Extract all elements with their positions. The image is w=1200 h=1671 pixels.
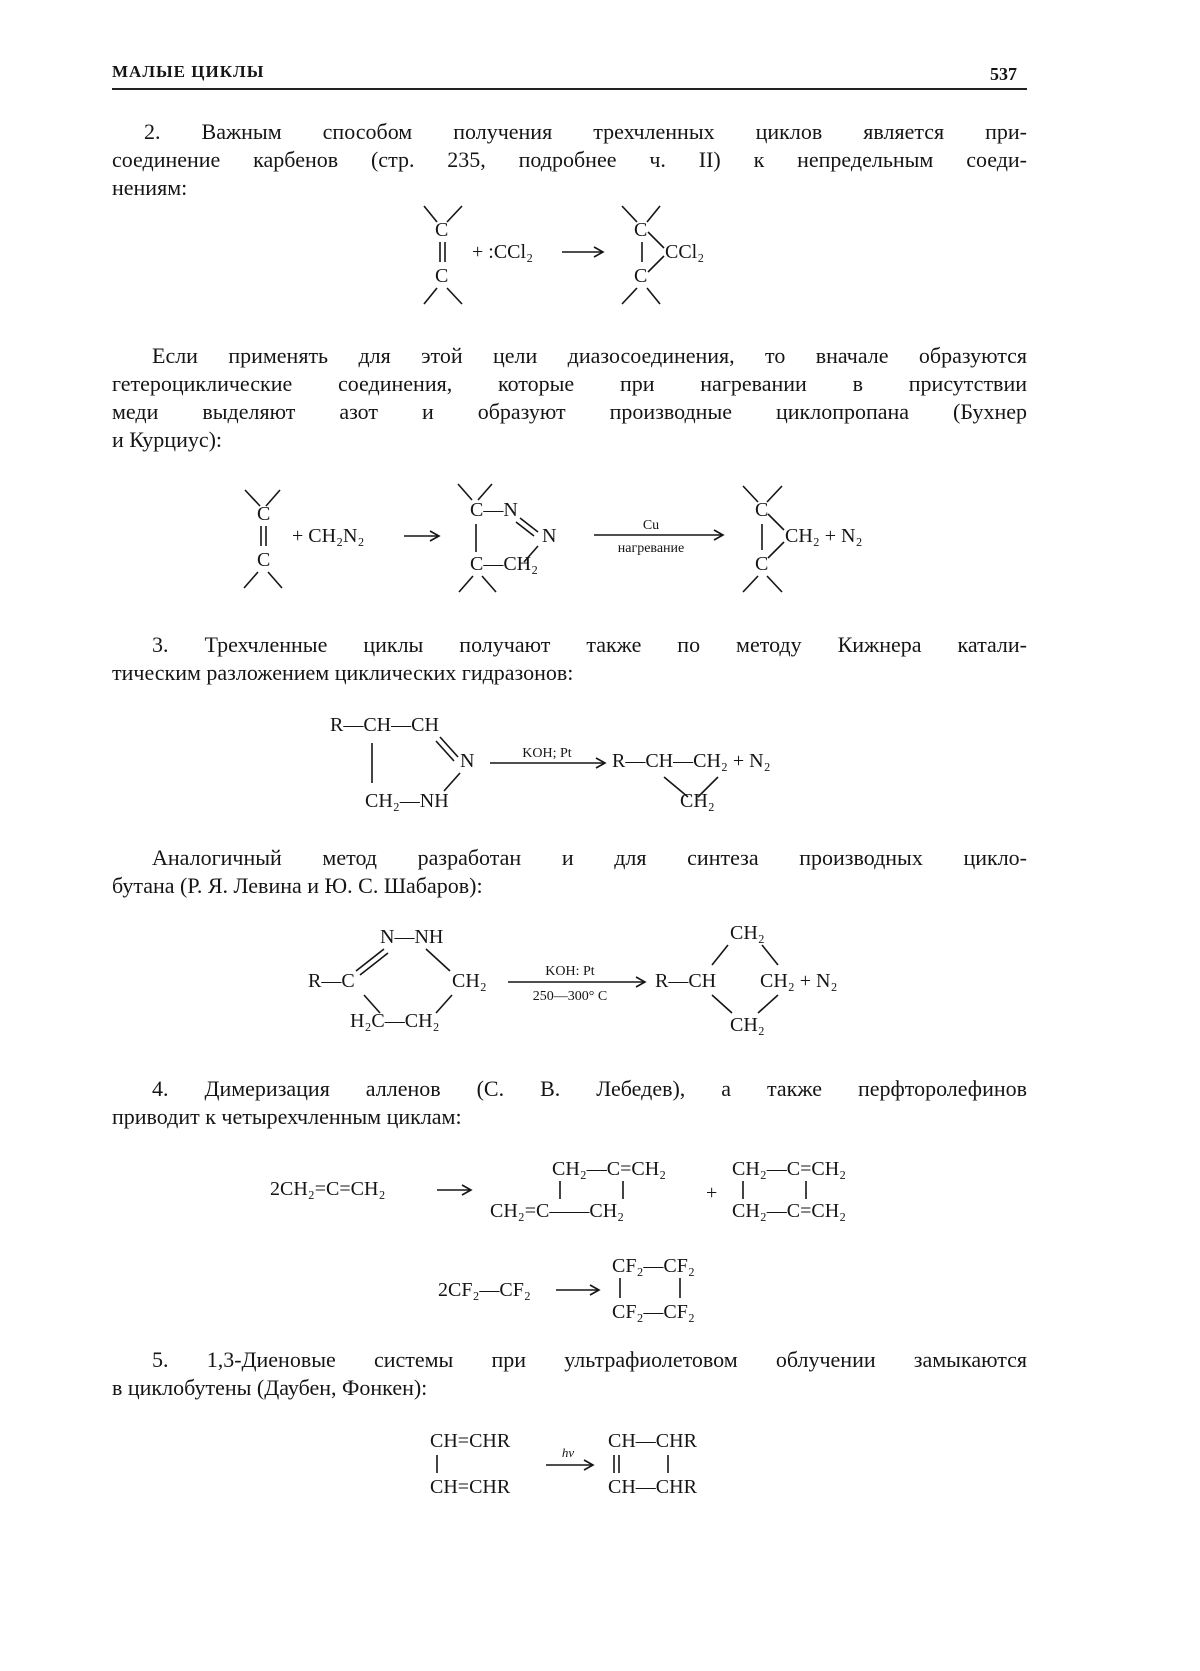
paragraph-line: приводит к четырехчленным циклам: — [112, 1104, 462, 1129]
atom-c: C — [257, 503, 271, 525]
reagent-text: + CH₂N₂ — [292, 525, 365, 547]
paragraph-line: 5. 1,3-Диеновые системы при ультрафиолетовом облучении замыкаются — [152, 1347, 1027, 1372]
paragraph-diazo — [112, 342, 1027, 454]
paragraph-line: 3. Трехчленные циклы получают также по методу Кижнера катали- — [152, 632, 1027, 657]
paragraph-line: 4. Димеризация алленов (С. В. Лебедев), а также перфторолефинов — [152, 1076, 1027, 1101]
dimer-a-bottom: CH₂=C——CH₂ — [490, 1200, 625, 1222]
conditions-bottom: 250—300° C — [532, 989, 608, 1004]
ring-bottom: H₂C—CH₂ — [350, 1010, 440, 1032]
paragraph-line: 2. Важным способом получения трехчленных циклов является при- — [144, 119, 1027, 144]
reactant-formula: 2CF₂—CF₂ — [438, 1279, 531, 1301]
product-left: R—CH — [655, 970, 717, 992]
equation-diene — [0, 1425, 1200, 1505]
equation-cyclobutane — [0, 915, 1200, 1040]
paragraph-line: в циклобутены (Даубен, Фонкен): — [112, 1375, 428, 1400]
product-bottom: CH—CHR — [608, 1476, 697, 1498]
product-bottom: CF₂—CF₂ — [612, 1301, 695, 1323]
paragraph-line: меди выделяют азот и образуют производные циклопропана (Бухнер — [112, 399, 1027, 424]
reactant-bottom: CH=CHR — [430, 1476, 511, 1498]
equation-allene — [0, 1145, 1200, 1235]
atom-c: C — [755, 499, 769, 521]
plus-sign: + — [706, 1182, 718, 1204]
hv-label: hν — [561, 1445, 575, 1460]
paragraph-line: тическим разложением циклических гидразонов: — [112, 660, 574, 685]
paragraph-line: и Курциус): — [112, 427, 223, 452]
dimer-b-top: CH₂—C=CH₂ — [732, 1158, 847, 1180]
ring-top: C—N — [470, 499, 518, 521]
equation-kizhner — [0, 705, 1200, 815]
conditions-top: KOH: Pt — [545, 964, 595, 979]
product-top: CF₂—CF₂ — [612, 1255, 695, 1277]
catalyst-label: Cu — [642, 518, 660, 533]
paragraph-line: нениям: — [112, 175, 188, 200]
ring-nn: N—NH — [380, 926, 444, 948]
paragraph-allene — [112, 1075, 1027, 1131]
ring-n: N — [542, 525, 557, 547]
product-top: CH₂ — [730, 922, 765, 944]
header-rule — [112, 88, 1027, 90]
reaction-conditions: KOH; Pt — [522, 746, 572, 761]
product-right: CH₂ + N₂ — [760, 970, 838, 992]
product-bottom: CH₂ — [680, 790, 715, 812]
atom-c: C — [634, 219, 648, 241]
atom-c: C — [435, 265, 449, 287]
product-group: CH₂ + N₂ — [785, 525, 863, 547]
paragraph-line: Аналогичный метод разработан и для синтеза производных цикло- — [152, 845, 1027, 870]
atom-c: C — [755, 553, 769, 575]
atom-c: C — [634, 265, 648, 287]
running-header-title: МАЛЫЕ ЦИКЛЫ — [112, 62, 265, 81]
paragraph-line: Если применять для этой цели диазосоединения, то вначале образуются — [152, 343, 1027, 368]
paragraph-kizhner — [112, 631, 1027, 687]
atom-c: C — [257, 549, 271, 571]
page-number: 537 — [990, 64, 1017, 84]
dimer-b-bottom: CH₂—C=CH₂ — [732, 1200, 847, 1222]
atom-n: N — [460, 750, 475, 772]
equation-perfluoro — [0, 1250, 1200, 1330]
formula-top: R—CH—CH — [330, 714, 439, 736]
product-top: CH—CHR — [608, 1430, 697, 1452]
condition-label: нагревание — [617, 541, 685, 556]
product-bottom: CH₂ — [730, 1014, 765, 1036]
product-group: CCl₂ — [665, 241, 705, 263]
ring-ch2: CH₂ — [452, 970, 487, 992]
paragraph-diene — [112, 1346, 1027, 1402]
reactant-top: CH=CHR — [430, 1430, 511, 1452]
paragraph-line: бутана (Р. Я. Левина и Ю. С. Шабаров): — [112, 873, 483, 898]
equation-diazo — [0, 480, 1200, 610]
atom-c: C — [435, 219, 449, 241]
dimer-a-top: CH₂—C=CH₂ — [552, 1158, 667, 1180]
equation-carbene-addition — [0, 190, 1200, 320]
ring-bottom: C—CH₂ — [470, 553, 539, 575]
reactant-formula: 2CH₂=C=CH₂ — [270, 1178, 386, 1200]
formula-bottom: CH₂—NH — [365, 790, 449, 812]
product-formula: R—CH—CH₂ + N₂ — [612, 750, 771, 772]
reagent-text: + :CCl₂ — [472, 241, 534, 263]
paragraph-line: гетероциклические соединения, которые при нагревании в присутствии — [112, 371, 1027, 396]
ring-rc: R—C — [308, 970, 355, 992]
paragraph-line: соединение карбенов (стр. 235, подробнее ч. II) к непредельным соеди- — [112, 147, 1027, 172]
paragraph-cyclobutane — [112, 844, 1027, 900]
